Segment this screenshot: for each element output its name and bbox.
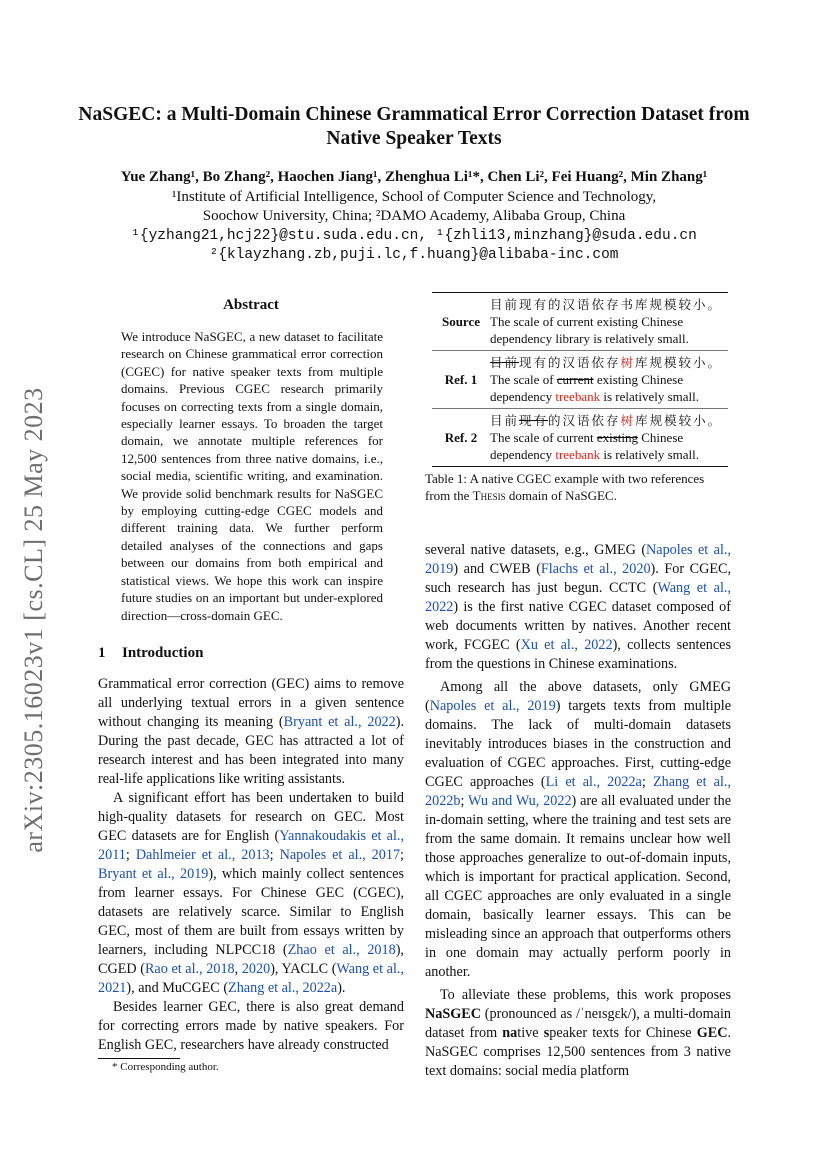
author-names: Yue Zhang¹, Bo Zhang², Haochen Jiang¹, Zhenghua Li¹*, Chen Li², Fei Huang², Min Zhang¹ (120, 169, 708, 185)
intro-paragraph-6: To alleviate these problems, this work proposes NaSGEC (pronounced as /ˈneɪsgɛk/), a multi-domain dataset from native speaker texts for Chinese GEC. NaSGEC comprises 12,500 sentences from 3 native text domains: social media platform (425, 987, 731, 1079)
row-label: Ref. 1 (432, 351, 490, 409)
citation-link[interactable]: Wu and Wu, 2022 (468, 793, 572, 809)
citation-link[interactable]: Bryant et al., 2022 (283, 714, 396, 730)
email-line-1: ¹{yzhang21,hcj22}@stu.suda.edu.cn, ¹{zhli13,minzhang}@suda.edu.cn (131, 227, 697, 244)
row-label: Source (432, 293, 490, 351)
citation-link[interactable]: Rao et al., 2018 (144, 961, 235, 977)
citation-link[interactable]: Zhang et al., 2022b (425, 774, 731, 809)
abstract-heading: Abstract (223, 297, 279, 313)
section-number: 1 (98, 645, 106, 661)
citation-link[interactable]: Dahlmeier et al., 2013 (135, 847, 270, 863)
intro-paragraph-4: several native datasets, e.g., GMEG (Napoles et al., 2019) and CWEB (Flachs et al., 2020). For CGEC, such research has just begun. CCTC (Wang et al., 2022) is the first native CGEC dataset composed of web documents written by natives. Another recent work, FCGEC (Xu et al., 2022), collects sentences from the questions in Chinese examinations. (425, 542, 732, 672)
affiliation-line-1: ¹Institute of Artificial Intelligence, School of Computer Science and Technology, (171, 188, 657, 205)
right-column-body (425, 541, 731, 1081)
table-row-source (432, 293, 728, 351)
chinese-sentence: 目前现有的汉语依存树库规模较小。 (490, 355, 723, 370)
left-column-body (98, 675, 404, 1055)
intro-paragraph-2: A significant effort has been undertaken to build high-quality datasets for research on GEC. Most GEC datasets are for English (Yannakoudakis et al., 2011; Dahlmeier et al., 2013; Napoles et al., 2017; Bryant et al., 2019), which mainly collect sentences from learner essays. For Chinese GEC (CGEC), datasets are relatively scarce. Similar to English GEC, most of them are built from essays written by learners, including NLPCC18 (Zhao et al., 2018), CGED (Rao et al., 2018, 2020), YACLC (Wang et al., 2021), and MuCGEC (Zhang et al., 2022a). (98, 790, 404, 996)
english-gloss: The scale of current existing Chinese dependency treebank is relatively small. (490, 430, 700, 462)
citation-link[interactable]: Wang et al., 2021 (98, 961, 404, 996)
citation-link[interactable]: Napoles et al., 2019 (429, 698, 556, 714)
citation-link[interactable]: Li et al., 2022a (545, 774, 642, 790)
footnote: * Corresponding author. (112, 1061, 219, 1073)
citation-link[interactable]: Bryant et al., 2019 (98, 866, 209, 882)
citation-link[interactable]: Yannakoudakis et al., 2011 (98, 828, 404, 863)
citation-link[interactable]: 2020 (241, 961, 271, 977)
citation-link[interactable]: Xu et al., 2022 (520, 637, 613, 653)
english-gloss: The scale of current existing Chinese dependency library is relatively small. (490, 314, 689, 346)
citation-link[interactable]: Napoles et al., 2017 (279, 847, 401, 863)
chinese-sentence: 目前现有的汉语依存树库规模较小。 (490, 413, 723, 428)
author-block (60, 168, 768, 266)
row-label: Ref. 2 (432, 409, 490, 467)
chinese-sentence: 目前现有的汉语依存书库规模较小。 (490, 297, 723, 312)
intro-paragraph-1: Grammatical error correction (GEC) aims to remove all underlying textual errors in a given sentence without changing its meaning (Bryant et al., 2022). During the past decade, GEC has attracted a lot of research interest and has been integrated into many real-life applications like writing assistants. (98, 676, 405, 787)
paper-title: NaSGEC: a Multi-Domain Chinese Grammatical Error Correction Dataset from Native Speaker Texts (78, 104, 750, 149)
row-content (490, 409, 728, 467)
abstract-body: We introduce NaSGEC, a new dataset to facilitate research on Chinese grammatical error correction (CGEC) for native speaker texts from multiple domains. Previous CGEC research primarily focuses on correcting texts from a single domain, especially learner essays. To broaden the target domain, we annotate multiple references for 12,500 sentences from three native domains, i.e., social media, scientific writing, and examination. We provide solid benchmark results for NaSGEC by employing cutting-edge CGEC models and different training data. We further perform detailed analyses of the connections and gaps between our domains from both empirical and statistical views. We hope this work can inspire future studies on an important but under-explored direction—cross-domain GEC. (121, 329, 383, 623)
arxiv-stamp (14, 360, 54, 880)
example-table (432, 292, 728, 467)
citation-link[interactable]: Napoles et al., 2019 (425, 542, 731, 577)
intro-paragraph-3: Besides learner GEC, there is also great demand for correcting errors made by native speakers. For English GEC, researchers have already constructed (98, 999, 404, 1053)
section-title: Introduction (122, 645, 204, 661)
footnote-rule (98, 1058, 180, 1059)
table-row-ref2 (432, 409, 728, 467)
arxiv-id: arXiv:2305.16023v1 [cs.CL] 25 May 2023 (19, 387, 48, 853)
email-line-2: ²{klayzhang.zb,puji.lc,f.huang}@alibaba-inc.com (209, 247, 619, 263)
citation-link[interactable]: Zhao et al., 2018 (287, 942, 396, 958)
table-row-ref1 (432, 351, 728, 409)
citation-link[interactable]: Zhang et al., 2022a (228, 980, 338, 996)
section-heading (98, 645, 203, 662)
citation-link[interactable]: Wang et al., 2022 (425, 580, 732, 615)
intro-paragraph-5: Among all the above datasets, only GMEG (Napoles et al., 2019) targets texts from multiple domains. The lack of multi-domain datasets inevitably introduces biases in the construction and evaluation of CGEC approaches. First, cutting-edge CGEC approaches (Li et al., 2022a; Zhang et al., 2022b; Wu and Wu, 2022) are all evaluated under the in-domain setting, where the training and test sets are from the same domain. It remains unclear how well those approaches generalize to out-of-domain inputs, which is important for practical application. Second, all CGEC approaches are only evaluated in a single domain, basically learner essays. This can be misleading since an approach that outperforms others in one domain may actually perform poorly in another. (425, 679, 732, 980)
english-gloss: The scale of current existing Chinese dependency treebank is relatively small. (490, 372, 700, 404)
affiliation-line-2: Soochow University, China; ²DAMO Academy, Alibaba Group, China (202, 208, 626, 224)
row-content (490, 351, 728, 409)
citation-link[interactable]: Flachs et al., 2020 (540, 561, 651, 577)
table-caption: Table 1: A native CGEC example with two references from the Thesis domain of NaSGEC. (425, 471, 705, 503)
row-content (490, 293, 728, 351)
